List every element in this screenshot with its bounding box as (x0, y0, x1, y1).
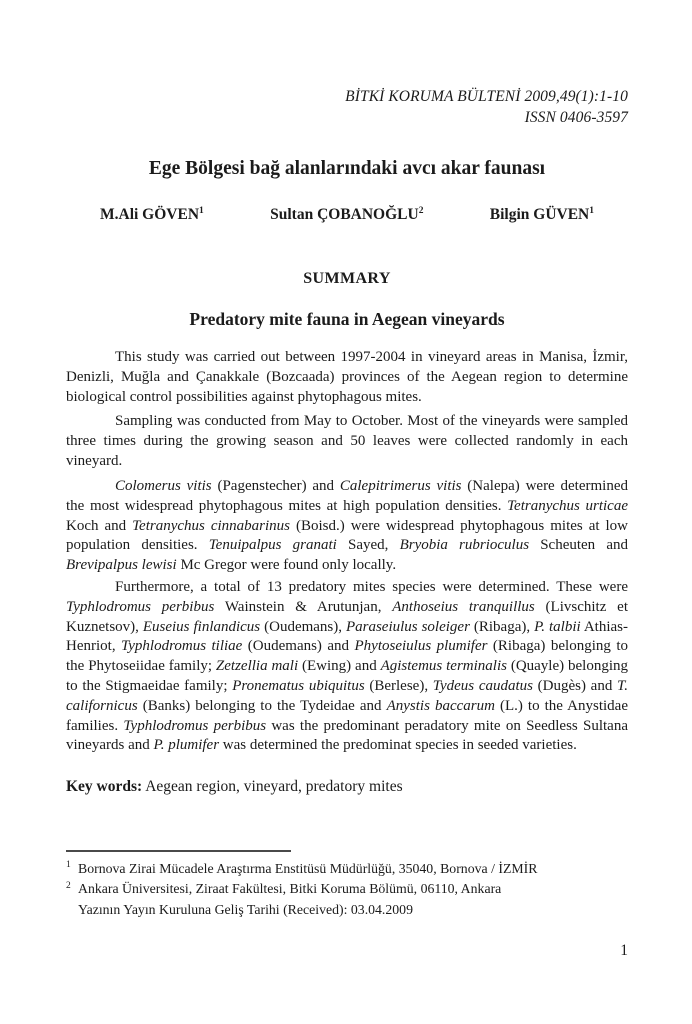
author-affiliation-sup: 1 (589, 205, 594, 216)
footnote-area (66, 850, 628, 920)
author-name: Sultan ÇOBANOĞLU (270, 206, 419, 223)
footnote-separator (66, 850, 291, 852)
author-name: Bilgin GÜVEN (489, 206, 590, 223)
author-3 (490, 206, 594, 224)
page-number: 1 (620, 942, 628, 959)
author-affiliation-sup: 2 (418, 205, 424, 216)
summary-subtitle: Predatory mite fauna in Aegean vineyards (189, 309, 505, 329)
journal-issn: ISSN 0406-3597 (524, 109, 628, 126)
article-title: Ege Bölgesi bağ alanlarındaki avcı akar faunası (148, 158, 546, 179)
summary-paragraph-3: Colomerus vitis (Pagenstecher) and Calepitrimerus vitis (Nalepa) were determined the most widespread phytophagous mites at high population densities. Tetranychus urticae Koch and Tetranychus cinnabarinus (Boisd.) were widespread phytophagous mites at low population densities. Tenuipalpus granati Sayed, Bryobia rubrioculus Scheuten and Brevipalpus lewisi Mc Gregor were found only locally. (66, 478, 628, 574)
keywords-line: Key words: Aegean region, vineyard, predatory mites (66, 778, 403, 795)
footnote-text: Bornova Zirai Mücadele Araştırma Enstitüsü Müdürlüğü, 35040, Bornova / İZMİR (78, 861, 538, 876)
footnote-2: 2 Ankara Üniversitesi, Ziraat Fakültesi, Bitki Koruma Bölümü, 06110, Ankara (66, 880, 502, 897)
author-1 (100, 206, 204, 224)
summary-paragraph-1: This study was carried out between 1997-2004 in vineyard areas in Manisa, İzmir, Denizli, Muğla and Çanakkale (Bozcaada) provinces of the Aegean region to determine biological control possibilities against phytophagous mites. (66, 349, 628, 405)
journal-header (66, 86, 628, 128)
footnote-received-date (66, 900, 628, 920)
footnote-text: Yazının Yayın Kuruluna Geliş Tarihi (Received): 03.04.2009 (78, 901, 413, 917)
summary-paragraph-2: Sampling was conducted from May to October. Most of the vineyards were sampled three times during the growing season and 50 leaves were collected randomly in each vineyard. (66, 413, 628, 469)
author-name: M.Ali GÖVEN (100, 206, 200, 223)
summary-paragraph-4: Furthermore, a total of 13 predatory mites species were determined. These were Typhlodromus perbibus Wainstein & Arutunjan, Anthoseius tranquillus (Livschitz et Kuznetsov), Euseius finlandicus (Oudemans), Paraseiulus soleiger (Ribaga), P. talbii Athias-Henriot, Typhlodromus tiliae (Oudemans) and Phytoseiulus plumifer (Ribaga) belonging to the Phytoseiidae family; Zetzellia mali (Ewing) and Agistemus terminalis (Quayle) belonging to the Stigmaeidae family; Pronematus ubiquitus (Berlese), Tydeus caudatus (Dugès) and T. californicus (Banks) belonging to the Tydeidae and Anystis baccarum (L.) to the Anystidae families. Typhlodromus perbibus was the predominant peradatory mite on Seedless Sultana vineyards and P. plumifer was determined the predominat species in seeded varieties. (66, 579, 629, 754)
journal-citation: BİTKİ KORUMA BÜLTENİ 2009,49(1):1-10 (345, 88, 628, 105)
footnote-text: Ankara Üniversitesi, Ziraat Fakültesi, Bitki Koruma Bölümü, 06110, Ankara (78, 881, 502, 897)
summary-heading: SUMMARY (303, 270, 391, 287)
author-2 (270, 206, 423, 224)
authors-row (66, 206, 628, 224)
footnote-1: 1 Bornova Zirai Mücadele Araştırma Enstitüsü Müdürlüğü, 35040, Bornova / İZMİR (66, 860, 538, 876)
author-affiliation-sup: 1 (199, 205, 204, 216)
